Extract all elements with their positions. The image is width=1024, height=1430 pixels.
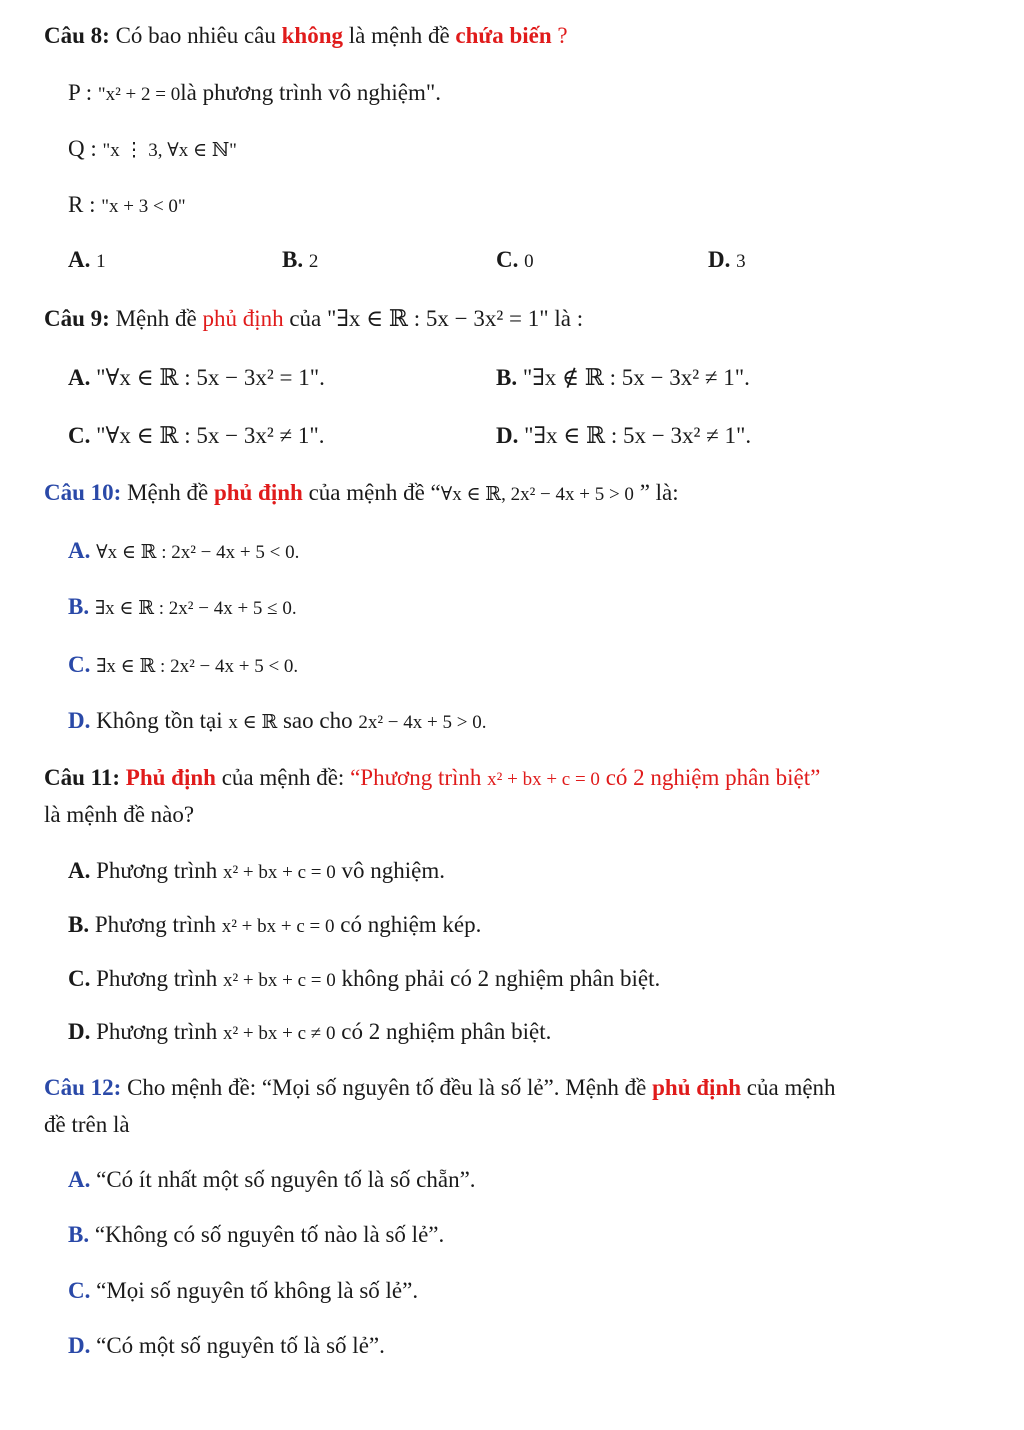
option-a[interactable]: A. 1 — [68, 247, 106, 272]
option-b[interactable]: B. Phương trình x² + bx + c = 0 có nghiệm kép. — [68, 912, 482, 937]
option-d[interactable]: D. "∃x ∈ ℝ : 5x − 3x² ≠ 1". — [496, 423, 752, 448]
option-a[interactable]: A. Phương trình x² + bx + c = 0 vô nghiệm. — [68, 858, 446, 883]
question-11-title: Câu 11: Phủ định của mệnh đề: “Phương trình x² + bx + c = 0 có 2 nghiệm phân biệt” — [44, 765, 821, 790]
option-c[interactable]: C. "∀x ∈ ℝ : 5x − 3x² ≠ 1". — [68, 423, 325, 448]
question-12-title: Câu 12: Cho mệnh đề: “Mọi số nguyên tố đều là số lẻ”. Mệnh đề phủ định của mệnh — [44, 1075, 836, 1100]
question-number: Câu 9: — [44, 306, 110, 331]
statement-q: Q : "x ⋮ 3, ∀x ∈ ℕ" — [68, 136, 237, 161]
option-d[interactable]: D. “Có một số nguyên tố là số lẻ”. — [68, 1333, 385, 1358]
option-d[interactable]: D. Không tồn tại x ∈ ℝ sao cho 2x² − 4x + 5 > 0. — [68, 708, 487, 733]
statement-r: R : "x + 3 < 0" — [68, 192, 186, 217]
option-c[interactable]: C. “Mọi số nguyên tố không là số lẻ”. — [68, 1278, 419, 1303]
option-c[interactable]: C. Phương trình x² + bx + c = 0 không phải có 2 nghiệm phân biệt. — [68, 966, 661, 991]
question-8-title: Câu 8: Có bao nhiêu câu không là mệnh đề chứa biến ? — [44, 23, 568, 48]
question-9-title: Câu 9: Mệnh đề phủ định của "∃x ∈ ℝ : 5x − 3x² = 1" là : — [44, 306, 584, 331]
option-a[interactable]: A. ∀x ∈ ℝ : 2x² − 4x + 5 < 0. — [68, 538, 300, 563]
question-11-title-cont: là mệnh đề nào? — [44, 802, 195, 827]
statement-p: P : "x² + 2 = 0là phương trình vô nghiệm". — [68, 80, 442, 105]
question-number: Câu 11: — [44, 765, 121, 790]
option-c[interactable]: C. ∃x ∈ ℝ : 2x² − 4x + 5 < 0. — [68, 652, 299, 677]
option-b[interactable]: B. 2 — [282, 247, 319, 272]
question-number: Câu 8: — [44, 23, 110, 48]
question-10-title: Câu 10: Mệnh đề phủ định của mệnh đề “∀x ∈ ℝ, 2x² − 4x + 5 > 0 ” là: — [44, 480, 679, 505]
option-a[interactable]: A. “Có ít nhất một số nguyên tố là số chẵn”. — [68, 1167, 476, 1192]
option-b[interactable]: B. “Không có số nguyên tố nào là số lẻ”. — [68, 1222, 445, 1247]
option-d[interactable]: D. Phương trình x² + bx + c ≠ 0 có 2 nghiệm phân biệt. — [68, 1019, 552, 1044]
option-d[interactable]: D. 3 — [708, 247, 746, 272]
question-number: Câu 12: — [44, 1075, 122, 1100]
option-a[interactable]: A. "∀x ∈ ℝ : 5x − 3x² = 1". — [68, 365, 325, 390]
question-12-title-cont: đề trên là — [44, 1112, 130, 1137]
option-c[interactable]: C. 0 — [496, 247, 534, 272]
option-b[interactable]: B. "∃x ∉ ℝ : 5x − 3x² ≠ 1". — [496, 365, 750, 390]
question-number: Câu 10: — [44, 480, 122, 505]
option-b[interactable]: B. ∃x ∈ ℝ : 2x² − 4x + 5 ≤ 0. — [68, 594, 297, 619]
